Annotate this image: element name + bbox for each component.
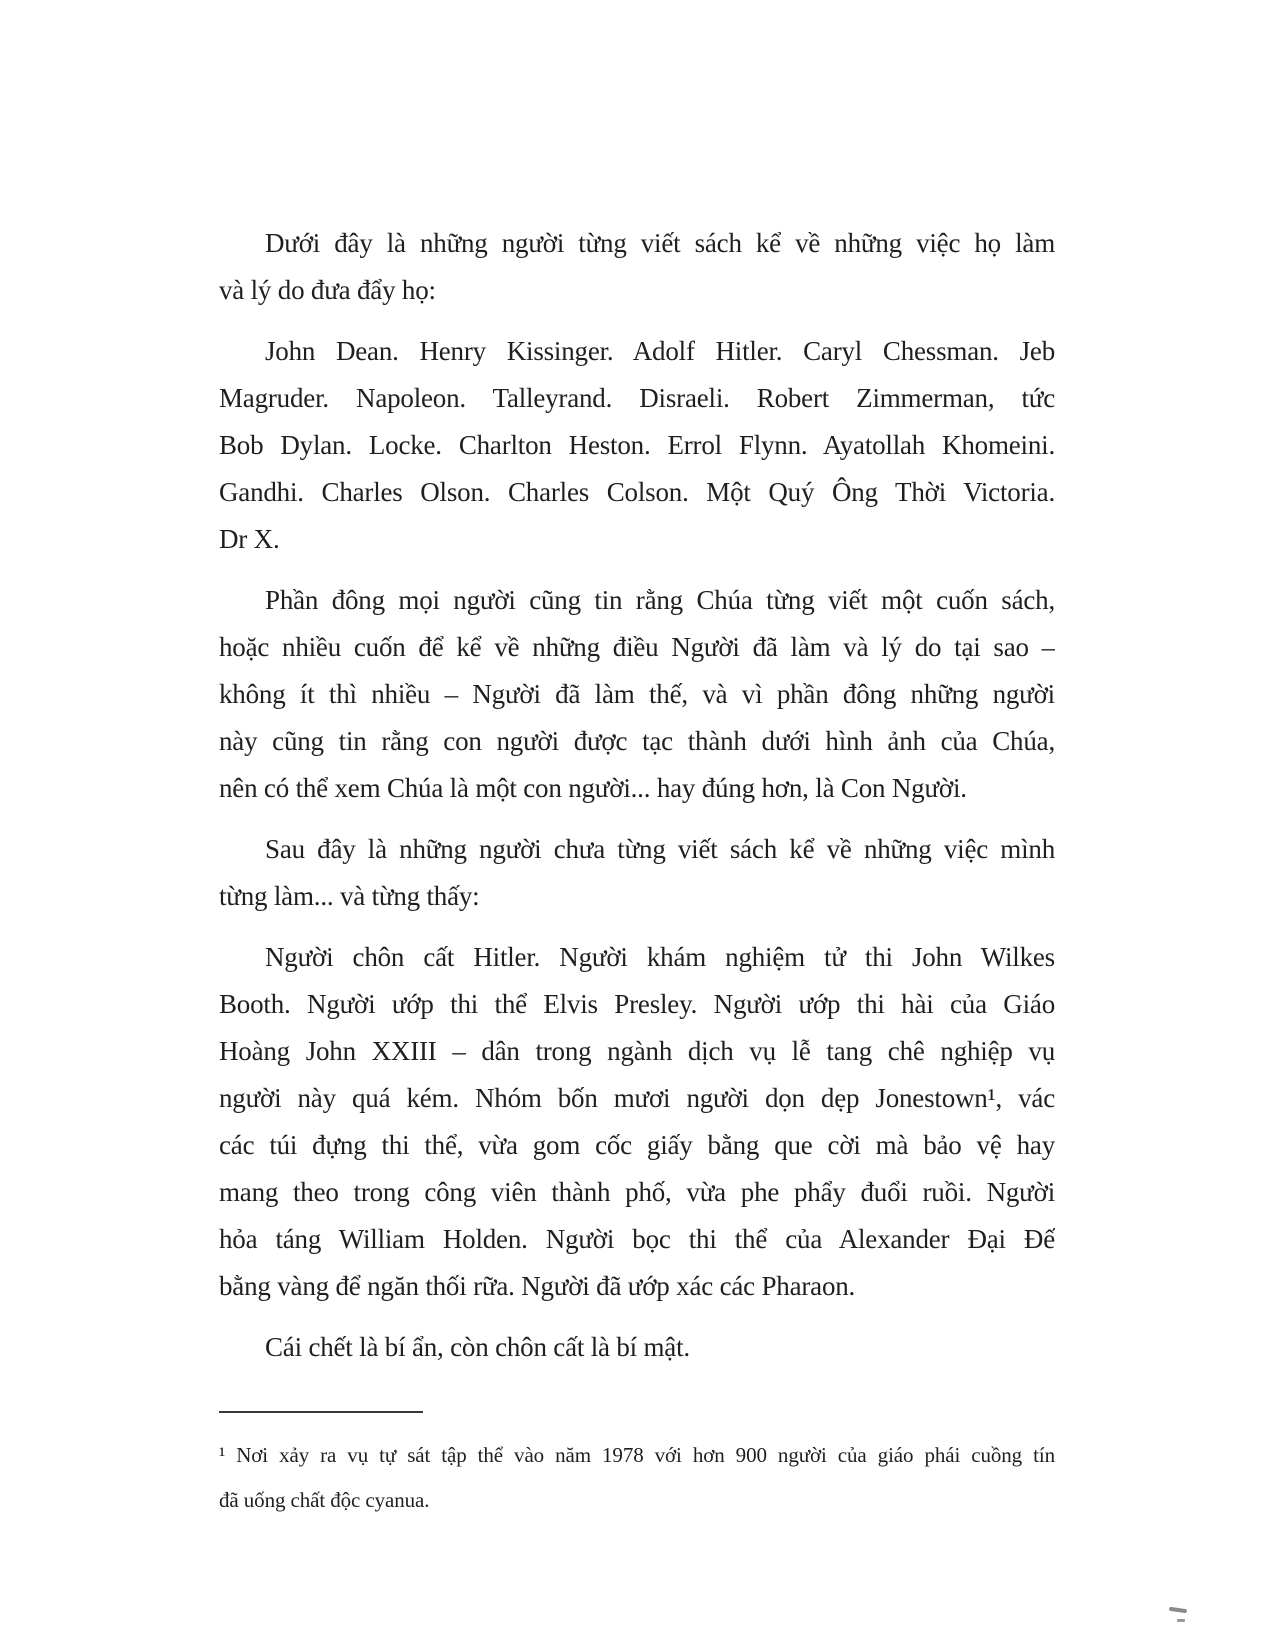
text-line: John Dean. Henry Kissinger. Adolf Hitler. Caryl Chessman. Jeb (265, 336, 1055, 366)
footnote-line: đã uống chất độc cyanua. (219, 1488, 430, 1512)
paragraph (219, 934, 1055, 1310)
footnote (219, 1433, 1055, 1523)
page-corner-mark (1168, 1605, 1192, 1625)
text-line: mang theo trong công viên thành phố, vừa phe phẩy đuổi ruồi. Người (219, 1177, 1055, 1207)
paragraph (219, 577, 1055, 812)
paragraph (219, 328, 1055, 563)
text-line: từng làm... và từng thấy: (219, 881, 480, 911)
body-text (219, 220, 1055, 1385)
footnote-separator (219, 1411, 423, 1413)
text-line: hỏa táng William Holden. Người bọc thi thể của Alexander Đại Đế (219, 1224, 1055, 1254)
text-line: nên có thể xem Chúa là một con người... hay đúng hơn, là Con Người. (219, 773, 967, 803)
footnote-line: ¹ Nơi xảy ra vụ tự sát tập thể vào năm 1978 với hơn 900 người của giáo phái cuồng tín (219, 1443, 1055, 1467)
paragraph (219, 1324, 1055, 1371)
pen-stroke (1177, 1619, 1185, 1622)
text-line: Magruder. Napoleon. Talleyrand. Disraeli. Robert Zimmerman, tức (219, 383, 1055, 413)
text-line: bằng vàng để ngăn thối rữa. Người đã ướp xác các Pharaon. (219, 1271, 856, 1301)
text-line: người này quá kém. Nhóm bốn mươi người dọn dẹp Jonestown¹, vác (219, 1083, 1055, 1113)
text-line: Booth. Người ướp thi thể Elvis Presley. Người ướp thi hài của Giáo (219, 989, 1055, 1019)
paragraph (219, 826, 1055, 920)
text-line: Người chôn cất Hitler. Người khám nghiệm tử thi John Wilkes (265, 942, 1055, 972)
text-line: Dr X. (219, 524, 280, 554)
text-line: hoặc nhiều cuốn để kể về những điều Người đã làm và lý do tại sao – (219, 632, 1055, 662)
text-line: này cũng tin rằng con người được tạc thành dưới hình ảnh của Chúa, (219, 726, 1055, 756)
text-line: và lý do đưa đẩy họ: (219, 275, 436, 305)
text-line: Bob Dylan. Locke. Charlton Heston. Errol Flynn. Ayatollah Khomeini. (219, 430, 1055, 460)
text-line: các túi đựng thi thể, vừa gom cốc giấy bằng que cời mà bảo vệ hay (219, 1130, 1055, 1160)
text-line: không ít thì nhiều – Người đã làm thế, và vì phần đông những người (219, 679, 1055, 709)
text-line: Dưới đây là những người từng viết sách kể về những việc họ làm (265, 228, 1055, 258)
text-line: Phần đông mọi người cũng tin rằng Chúa từng viết một cuốn sách, (265, 585, 1055, 615)
text-line: Gandhi. Charles Olson. Charles Colson. Một Quý Ông Thời Victoria. (219, 477, 1055, 507)
text-line: Hoàng John XXIII – dân trong ngành dịch vụ lễ tang chê nghiệp vụ (219, 1036, 1055, 1066)
text-line: Cái chết là bí ẩn, còn chôn cất là bí mật. (265, 1332, 690, 1362)
pen-stroke (1169, 1607, 1187, 1613)
paragraph (219, 220, 1055, 314)
text-line: Sau đây là những người chưa từng viết sách kể về những việc mình (265, 834, 1055, 864)
